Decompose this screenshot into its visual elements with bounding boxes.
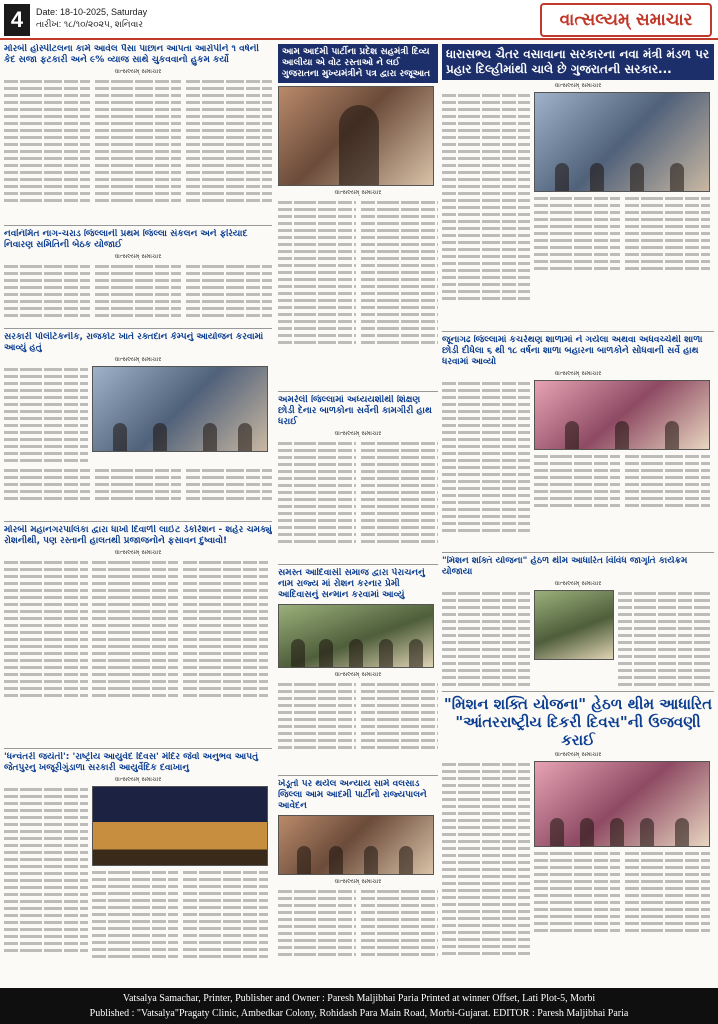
story-headline: આમ આદમી પાર્ટીના પ્રદેશ સહમંત્રી દિવ્ય આલીયા એ વોટ રસ્તાઓ ને લઈ ગુજરાતના મુખ્યમંત્રીને પત્ર દ્વારા રજૂઆત (278, 44, 438, 83)
imprint-line-publisher: Vatsalya Samachar, Printer, Publisher and Owner : Paresh Maljibhai Paria Printed at winner Offset, Lati Plot-5, Morbi (122, 993, 596, 1004)
story-headline: "મિશન શક્તિ યોજના" હેઠળ થીમ આધારિત "આંતરરાષ્ટ્રીય દિકરી દિવસ"ની ઉજવણી કરાઈ (443, 695, 713, 749)
column-middle (278, 44, 438, 986)
story-body (278, 888, 438, 958)
news-story (442, 44, 714, 332)
story-byline: વાત્સલ્યમ્ સમાચાર (114, 253, 162, 260)
blood-donation-photo (92, 366, 268, 452)
story-byline: વાત્સલ્યમ્ સમાચાર (554, 580, 602, 587)
news-story (442, 695, 714, 986)
story-body (4, 559, 88, 699)
story-body (534, 850, 710, 934)
story-byline: વાત્સલ્યમ્ સમાચાર (114, 776, 162, 783)
daughter-day-celebration-photo (534, 761, 710, 847)
story-byline: વાત્સલ્યમ્ સમાચાર (554, 751, 602, 758)
story-byline: વાત્સલ્યમ્ સમાચાર (114, 68, 162, 75)
imprint-footer (0, 988, 718, 1024)
tribal-community-felicitation-photo (278, 604, 434, 668)
story-headline: મોરબી મહાનગરપાલિકા દ્વારા ધાખો દિવાળી લાઈટ ડેકોરેશન - શહેર ચમક્યું રોશનીથી, પણ રસ્તાની હાલતથી પ્રજાજનોને ફસાવન દુષ્વાવો! (4, 525, 272, 546)
story-body (278, 681, 438, 751)
story-headline: ખેડૂતો પર થયેલ અન્યાય સામે વલસાડ જિલ્લા આમ આદમી પાર્ટીનો રાજ્યપાલને આવેદન (278, 779, 427, 811)
news-story (278, 395, 438, 565)
story-body (4, 366, 88, 464)
story-headline: અમરેલી જિલ્લામાં અધ્યયશીથી શિક્ષણ છોડી દેનાર બાળકોના સર્વેની કામગીરી હાથ ધરાઈ (278, 395, 432, 427)
story-byline: વાત્સલ્યમ્ સમાચાર (114, 549, 162, 556)
newspaper-logo: વાત્સલ્યમ્ સમાચાર (540, 3, 712, 37)
story-body (618, 590, 710, 688)
story-body (442, 590, 530, 688)
date-block (36, 6, 147, 30)
story-headline: નવનિર્મિત નાગ-ચરાડ જિલ્લાની પ્રથમ જિલ્લા સંકલન અને ફરિયાદ નિવારણ સમિતિની બેઠક યોજાઈ (4, 229, 248, 250)
date-gujarati: તારીખ: ૧૮/૧૦/૨૦૨૫, શનિવાર (36, 19, 144, 29)
news-story (278, 44, 438, 392)
column-right (442, 44, 714, 986)
story-headline: જૂનાગઢ જિલ્લામાં કચરેથણ શાળામાં ને ગયેલા અથવા અધવચ્ચેથી શાળા છોડી દીધેલા ૬ થી ૧૮ વર્ષના શાળા બહારના બાળકોને સોધવાની સર્વે હાથ ધરવામાં આવ્યો (442, 335, 703, 367)
news-story (442, 556, 714, 692)
mla-press-meet-photo (534, 92, 710, 192)
news-story (4, 44, 272, 226)
story-headline: સમસ્ત આદિવાસી સમાજ દ્વારા પેરાચનનું નામ રાજ્ય માં રોશન કરનાર પ્રેમી આદિવાસનું સન્માન કરવામાં આવ્યું (278, 568, 425, 600)
story-body (278, 440, 438, 545)
memorandum-submission-photo (278, 815, 434, 875)
story-headline: "મિશન શક્તિ યોજના" હેઠળ થીમ આધારિત વિવિધ જાગૃતિ કાર્યક્રમ યોજાયા (442, 556, 688, 577)
story-body (92, 559, 268, 699)
story-body (534, 195, 710, 272)
story-byline: વાત્સલ્યમ્ સમાચાર (334, 430, 382, 437)
story-body (92, 869, 268, 960)
awareness-program-photo (534, 590, 614, 660)
story-body (278, 199, 438, 346)
story-body (534, 453, 710, 509)
story-byline: વાત્સલ્યમ્ સમાચાર (114, 356, 162, 363)
story-byline: વાત્સલ્યમ્ સમાચાર (334, 189, 382, 196)
story-byline: વાત્સલ્યમ્ સમાચાર (334, 671, 382, 678)
news-story (4, 332, 272, 522)
news-story (278, 568, 438, 776)
column-left (4, 44, 272, 986)
story-byline: વાત્સલ્યમ્ સમાચાર (554, 370, 602, 377)
story-body (442, 761, 530, 957)
story-body (4, 78, 272, 204)
ayurvedic-hospital-photo (92, 786, 268, 866)
story-body (4, 467, 272, 502)
news-story (442, 335, 714, 553)
news-story (4, 229, 272, 329)
story-headline: 'ધન્વંતરી જયંતી': 'રાષ્ટ્રીય આયુર્વેદ દિવસ' મંદિર જેવો અનુભવ આપતું જેતપુરનુ ખજૂરીગુંડાળા સરકારી આયુર્વેદિક દવાખાનુ (4, 752, 259, 773)
story-body (442, 92, 530, 302)
date-english: Date: 18-10-2025, Saturday (36, 7, 148, 17)
story-body (442, 380, 530, 534)
politician-portrait-photo (278, 86, 434, 186)
story-byline: વાત્સલ્યમ્ સમાચાર (554, 82, 602, 89)
news-story (4, 525, 272, 749)
news-story (278, 779, 438, 979)
imprint-line-address: Published : "Vatsalya"Pragaty Clinic, Ambedkar Colony, Rohidash Para Main Road, Morbi-Gujarat. EDITOR : Paresh Maljibhai Paria (89, 1008, 629, 1019)
school-survey-photo (534, 380, 710, 450)
story-headline: ધારાસભ્ય ચૈતર વસાવાના સરકારના નવા મંત્રી મંડળ પર પ્રહાર દિલ્હીમાંથી ચાલે છે ગુજરાતની સરકાર... (442, 44, 714, 80)
story-headline: મોરબી હોસ્પીટલના કામે આવેલ પૈસા પાછાન આપતા આરોપીને ૧ વર્ષની કેદ સજા ફટકારી અને ૯% વ્યાજ સાથે ચુકવવાનો હુકમ કર્યો (4, 44, 260, 65)
masthead (0, 0, 718, 40)
story-body (4, 786, 88, 960)
story-headline: સરકારી પોલીટેકનીક, રાજકોટ ખાતે રક્તદાન કેમ્પનું આયોજન કરવામાં આવ્યું હતું (4, 332, 264, 353)
story-body (4, 263, 272, 319)
page-number: 4 (4, 4, 30, 36)
story-byline: વાત્સલ્યમ્ સમાચાર (334, 878, 382, 885)
news-story (4, 752, 272, 982)
